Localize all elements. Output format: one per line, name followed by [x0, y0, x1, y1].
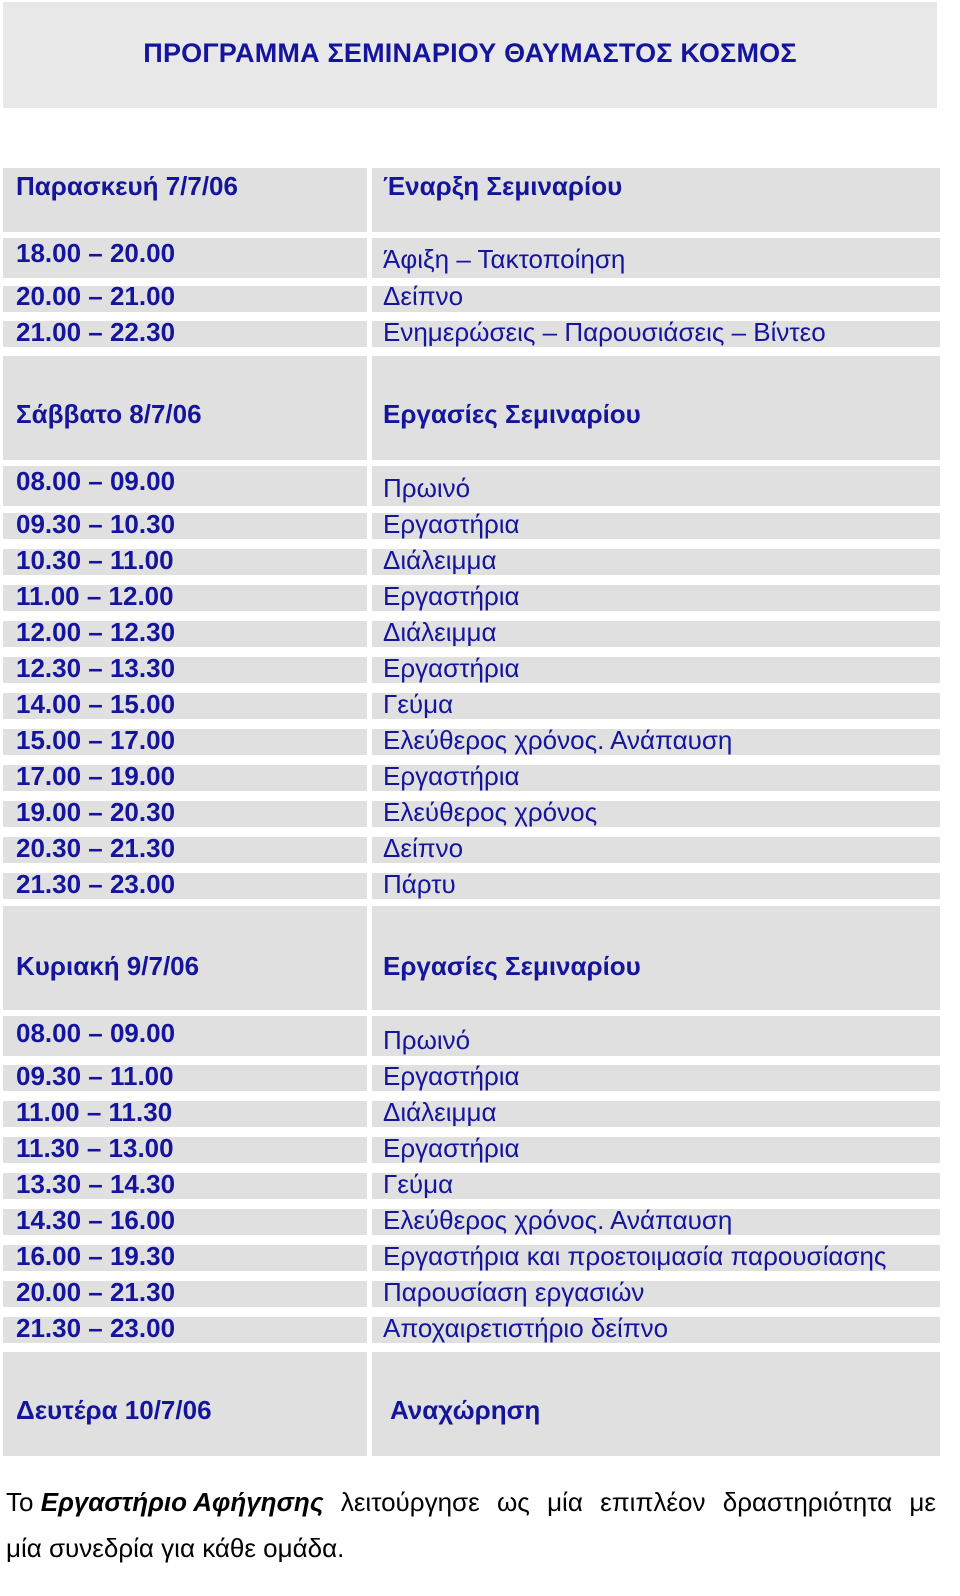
activity: Αποχαιρετιστήριο δείπνο — [383, 1313, 669, 1343]
time-slot: 11.00 – 11.30 — [16, 1097, 173, 1127]
time-slot: 21.30 – 23.00 — [16, 1313, 176, 1343]
time-slot: 20.00 – 21.30 — [16, 1277, 176, 1307]
activity: Πάρτυ — [383, 869, 456, 899]
activity: Δείπνο — [383, 833, 464, 863]
activity: Γεύμα — [383, 1169, 454, 1199]
footnote-prefix: Το — [6, 1487, 34, 1517]
time-slot: 11.30 – 13.00 — [16, 1133, 174, 1163]
time-slot: 13.30 – 14.30 — [16, 1169, 176, 1199]
day-heading: Εργασίες Σεμιναρίου — [383, 399, 641, 429]
activity: Ελεύθερος χρόνος. Ανάπαυση — [383, 725, 733, 755]
row-activity-band — [372, 693, 940, 719]
footnote-word: λειτούργησε — [340, 1487, 480, 1517]
footnote-line-2: μία συνεδρία για κάθε ομάδα. — [6, 1533, 345, 1563]
activity: Άφιξη – Τακτοποίηση — [383, 244, 626, 274]
activity: Ελεύθερος χρόνος — [383, 797, 598, 827]
time-slot: 21.30 – 23.00 — [16, 869, 176, 899]
time-slot: 14.00 – 15.00 — [16, 689, 176, 719]
time-slot: 14.30 – 16.00 — [16, 1205, 176, 1235]
activity: Εργαστήρια — [383, 653, 520, 683]
time-slot: 10.30 – 11.00 — [16, 545, 174, 575]
time-slot: 12.30 – 13.30 — [16, 653, 176, 683]
activity: Ενημερώσεις – Παρουσιάσεις – Βίντεο — [383, 317, 826, 347]
activity: Παρουσίαση εργασιών — [383, 1277, 645, 1307]
time-slot: 08.00 – 09.00 — [16, 466, 176, 496]
time-slot: 11.00 – 12.00 — [16, 581, 174, 611]
time-slot: 19.00 – 20.30 — [16, 797, 176, 827]
activity: Διάλειμμα — [383, 1097, 497, 1127]
footnote-line-1 — [6, 1479, 936, 1525]
activity: Γεύμα — [383, 689, 454, 719]
time-slot: 15.00 – 17.00 — [16, 725, 176, 755]
activity: Ελεύθερος χρόνος. Ανάπαυση — [383, 1205, 733, 1235]
time-slot: 16.00 – 19.30 — [16, 1241, 176, 1271]
time-slot: 08.00 – 09.00 — [16, 1018, 176, 1048]
time-slot: 09.30 – 11.00 — [16, 1061, 174, 1091]
time-slot: 20.00 – 21.00 — [16, 281, 176, 311]
activity: Δείπνο — [383, 281, 464, 311]
footnote-word: με — [909, 1487, 936, 1517]
footnote-word: μία — [547, 1487, 583, 1517]
footnote-word: επιπλέον — [600, 1487, 706, 1517]
activity: Πρωινό — [383, 1025, 471, 1055]
activity: Εργαστήρια — [383, 509, 520, 539]
activity: Διάλειμμα — [383, 545, 497, 575]
day-label: Κυριακή 9/7/06 — [16, 951, 200, 981]
row-activity-band — [372, 873, 940, 899]
activity: Εργαστήρια — [383, 1061, 520, 1091]
page-title: ΠΡΟΓΡΑΜΜΑ ΣΕΜΙΝΑΡΙΟΥ ΘΑΥΜΑΣΤΟΣ ΚΟΣΜΟΣ — [143, 38, 797, 68]
footnote-word: δραστηριότητα — [722, 1487, 893, 1517]
footnote-emphasis: Εργαστήριο Αφήγησης — [40, 1487, 324, 1517]
day-heading: Αναχώρηση — [390, 1395, 541, 1425]
day-heading: Εργασίες Σεμιναρίου — [383, 951, 641, 981]
day-label: Δευτέρα 10/7/06 — [16, 1395, 212, 1425]
time-slot: 20.30 – 21.30 — [16, 833, 176, 863]
day-label: Σάββατο 8/7/06 — [16, 399, 202, 429]
footnote-word: ως — [496, 1487, 530, 1517]
day-heading: Έναρξη Σεμιναρίου — [383, 171, 623, 201]
time-slot: 18.00 – 20.00 — [16, 238, 176, 268]
activity: Εργαστήρια — [383, 1133, 520, 1163]
time-slot: 17.00 – 19.00 — [16, 761, 176, 791]
activity: Εργαστήρια — [383, 761, 520, 791]
activity: Εργαστήρια — [383, 581, 520, 611]
activity: Εργαστήρια και προετοιμασία παρουσίασης — [383, 1241, 887, 1271]
activity: Πρωινό — [383, 473, 471, 503]
time-slot: 12.00 – 12.30 — [16, 617, 176, 647]
time-slot: 09.30 – 10.30 — [16, 509, 176, 539]
activity: Διάλειμμα — [383, 617, 497, 647]
time-slot: 21.00 – 22.30 — [16, 317, 176, 347]
footnote-lead — [6, 1479, 324, 1525]
footnote — [6, 1479, 936, 1571]
day-label: Παρασκευή 7/7/06 — [16, 171, 238, 201]
row-activity-band — [372, 1173, 940, 1199]
